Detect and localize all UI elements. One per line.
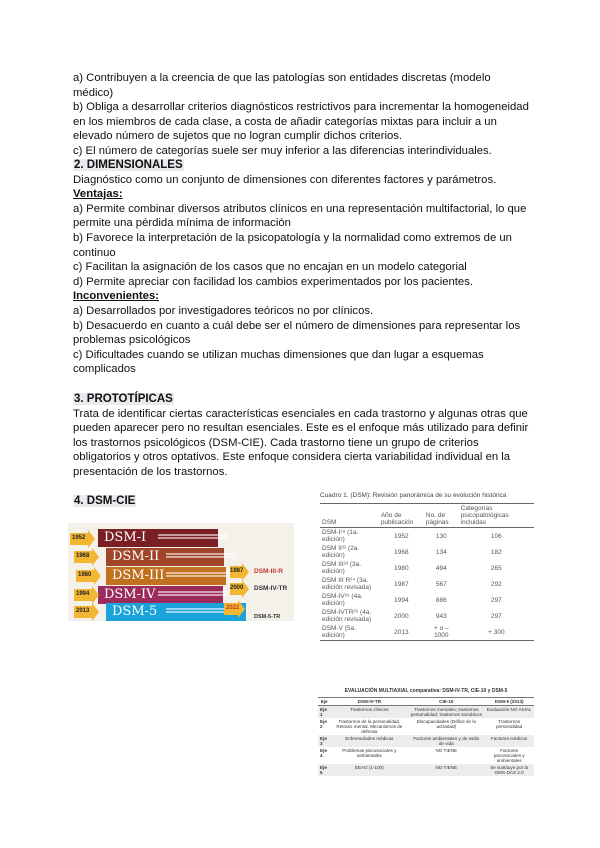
inconvenientes-label: Inconvenientes: (73, 290, 160, 303)
dsm-cie-heading: 4. DSM-CIE (74, 495, 136, 507)
ventaja-d: d) Permite apreciar con facilidad los cambios experimentados por los pacientes. (73, 275, 473, 288)
bar-3-text (166, 571, 236, 581)
bar-2-text (166, 552, 236, 562)
intro-list (73, 71, 533, 159)
t1-header-pages: No. de páginas (424, 504, 459, 528)
ventaja-a: a) Permite combinar diversos atributos clínicos en una representación multifactorial, lo que permite una pérdida mínima de información (73, 202, 527, 230)
inconveniente-c: c) Dificultades cuando se utilizan muchas dimensiones que dan lugar a esquemas complicados (73, 348, 484, 376)
inconveniente-a: a) Desarrollados por investigadores teóricos no por clínicos. (73, 304, 374, 317)
t2-header-dsm-5: DSM-5 (2013) (484, 698, 534, 706)
t2-header-cie-10: CIE-10 (408, 698, 484, 706)
dsm-bar-3: DSM-III (106, 567, 226, 585)
dimensionales-heading: 2. DIMENSIONALES (74, 159, 183, 171)
t1-header-year: Año de publicación (379, 504, 424, 528)
ventaja-c: c) Facilitan la asignación de los casos que no encajan en un modelo categorial (73, 261, 467, 274)
dimensionales-description: Diagnóstico como un conjunto de dimensiones con diferentes factores y parámetros. (73, 173, 497, 186)
table-row: DSM-IV²⁵ (4a. edición) 1994 886 297 (322, 593, 502, 607)
table1-caption: Cuadro 1. (DSM): Revisión panorámica de su evolución histórica (320, 492, 507, 499)
ventaja-b: b) Favorece la interpretación de la psicopatología y la normalidad como extremos de un continuo (73, 231, 512, 259)
ventajas-label: Ventajas: (73, 188, 123, 201)
t1-header-dsm: DSM (320, 504, 379, 528)
dsm-history-table (320, 492, 534, 641)
t2-header-dsm-iv: DSM-IV-TR (330, 698, 408, 706)
table-row: DSM III²³ (3a. edición) 1980 494 265 (322, 561, 502, 575)
table-row: DSM-V (5a. edición) 2013 + o – 1000 + 300 (320, 624, 534, 641)
dsm-bar-4: DSM-IV (98, 586, 223, 604)
table-row: DSM II²² (2a. edición) 1968 134 182 (322, 545, 502, 559)
table-row: Eje 4 Problemas psicosociales y ambientales NO TIENE Factores psicosociales y ambientales (320, 748, 525, 763)
dsm-timeline-figure: DSM-I DSM-II DSM-III DSM-IV DSM-5 1952 1968 1980 1994 2013 1987 DSM-III-R 2000 DSM-IV-TR 2022 DSM-5-TR (68, 523, 294, 621)
label-dsm-iv-tr: DSM-IV-TR (254, 585, 288, 592)
dimensionales-section (73, 158, 533, 377)
table2-title: EVALUACIÓN MULTIAXIAL comparativa: DSM-IV-TR, CIE-10 y DSM-5 (344, 688, 508, 694)
table-row: DSM-IVTR²⁶ (4a. edición revisada) 2000 943 297 (322, 609, 502, 623)
label-dsm-iii-r: DSM-III-R (254, 568, 283, 575)
prototipicas-text: Trata de identificar ciertas características esenciales en cada trastorno y algunas otras que pueden aparecer pero no resultan esenciales. Este es el enfoque más utilizado para definir los trastornos psicológicos (DSM-CIE). Cada trastorno tiene un grupo de criterios obligatorios y otros optativos. Este enfoque considera cierta variabilidad individual en la presentación de los trastornos. (73, 407, 529, 478)
table-row: DSM-I¹⁸ (1a. edición) 1952 130 106 (322, 529, 502, 543)
dsm-bar-2: DSM-II (106, 548, 224, 566)
inconveniente-b: b) Desacuerdo en cuanto a cuál debe ser el número de dimensiones para representar los problemas psicológicos (73, 319, 521, 347)
table-row: DSM III R²⁴ (3a. edición revisada) 1987 567 292 (322, 577, 502, 591)
intro-item-b: b) Obliga a desarrollar criterios diagnósticos restrictivos para incrementar la homogeneidad en los miembros de cada clase, a costa de añadir categorías mixtas para incluir a un elevado número de sujetos que no logran cumplir dichos criterios. (73, 101, 529, 143)
table-row: Eje 1 Trastornos clínicos Trastornos mentales; trastornos personalidad; trastornos somáticos Evaluación NO AXIAL (318, 706, 534, 719)
label-dsm-5-tr: DSM-5-TR (254, 614, 281, 620)
prototipicas-heading: 3. PROTOTÍPICAS (74, 393, 173, 405)
table-row: Eje 3 Enfermedades médicas Factores ambientales y de estilo de vida Factores médicos (318, 735, 534, 747)
t1-header-categories: Categorías psicopatológicas incluidas (459, 504, 534, 528)
intro-item-c: c) El número de categorías suele ser muy inferior a las diferencias interindividuales. (73, 144, 492, 157)
table-row: Eje 5 EEAG (1-100) NO TIENE Se sustituye por la OMS-DAS 2.0 (318, 764, 534, 776)
t2-header-eje: Eje (318, 698, 330, 706)
table-row: Eje 2 Trastornos de la personalidad. Retraso mental. Mecanismos de defensa Discapacidades (Déficit de la actividad) Trastornos personalidad (320, 719, 523, 734)
dsm-bar-1: DSM-I (98, 529, 218, 547)
intro-item-a: a) Contribuyen a la creencia de que las patologías son entidades discretas (modelo médico) (73, 72, 491, 99)
bar-4-text (158, 590, 228, 600)
multiaxial-table (318, 688, 534, 800)
prototipicas-section (73, 392, 533, 480)
bar-1-text (158, 533, 228, 543)
dsm-bar-5: DSM-5 (106, 603, 246, 621)
